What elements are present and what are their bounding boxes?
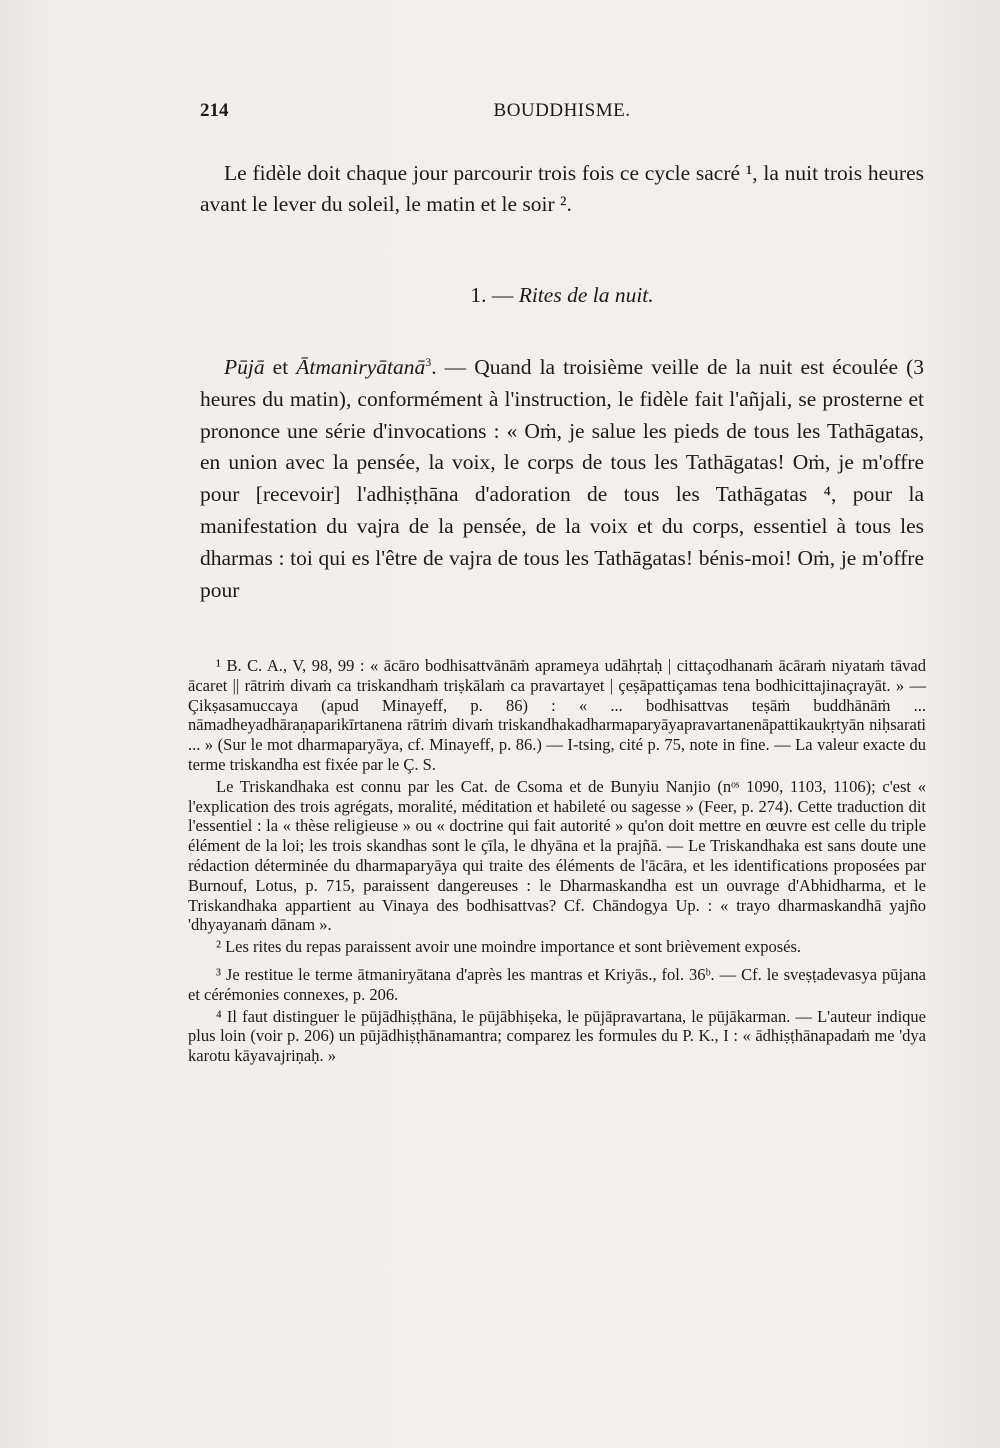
section-heading (200, 283, 924, 308)
paragraph-rites (200, 352, 924, 606)
section-title: Rites de la nuit. (518, 283, 654, 307)
footnotes (188, 656, 926, 1068)
page-number: 214 (200, 100, 229, 121)
lead-connector: et (264, 355, 297, 379)
footnote-ref: 3 (425, 354, 432, 369)
term-puja: Pūjā (224, 355, 265, 379)
paragraph-intro (200, 158, 924, 219)
paragraph-body: . — Quand la troisième veille de la nuit est écoulée (3 heures du matin), conformément à l'instruction, le fidèle fait l'añjali, se prosterne et prononce une série d'invocations : « Oṁ, je salue les pieds de tous les Tathāgatas, en union avec la pensée, la voix, le corps de tous les Tathāgatas! Oṁ, je m'offre pour [recevoir] l'adhiṣṭhāna d'adoration de tous les Tathāgatas ⁴, pour la manifestation du vajra de la pensée, de la voix et du corps, essentiel à tous les dharmas : toi qui es l'être de vajra de tous les Tathāgatas! bénis-moi! Oṁ, je m'offre pour (200, 355, 924, 602)
footnote-1: ¹ B. C. A., V, 98, 99 : « ācāro bodhisattvānāṁ aprameya udāhṛtaḥ | cittaçodhanaṁ ācāraṁ niyataṁ tāvad ācaret || rātriṁ divaṁ ca triskandhaṁ triṣkālaṁ ca pravartayet | çeṣāpattiçamas tena bodhicittajinaçrayāt. » — Çikṣasamuccaya (apud Minayeff, p. 86) : « ... bodhisattvas teṣāṁ buddhānāṁ ... nāmadheyadhāraṇaparikīrtanena rātriṁ divaṁ triskandhakadharmaparyāyapravartanenāpattikaukṛtyān niḥsarati ... » (Sur le mot dharmaparyāya, cf. Minayeff, p. 86.) — I-tsing, cité p. 75, note in fine. — La valeur exacte du terme triskandha est fixée par le Ç. S. (188, 656, 926, 774)
footnote-1-continued: Le Triskandhaka est connu par les Cat. de Csoma et de Bunyiu Nanjio (nᵒˢ 1090, 1103, 1106); c'est « l'explication des trois agrégats, moralité, méditation et habileté ou sagesse » (Feer, p. 274). Cette traduction dit l'essentiel : la « thèse religieuse » ou « doctrine qui fait autorité » qu'on doit mettre en œuvre est celle du triple élément de la loi; les trois skandhas sont le çīla, le dhyāna et la prajñā. — Le Triskandhaka est sans doute une rédaction déterminée du dharmaparyāya qui traite des éléments de l'ācāra, et les identifications proposées par Burnouf, Lotus, p. 715, paraissent dangereuses : le Dharmaskandha est un ouvrage d'Abhidharma, et le Triskandhaka appartient au Vinaya des bodhisattvas? Cf. Chāndogya Up. : « trayo dharmaskandhā yajño 'dhyayanaṁ dānam ». (188, 776, 926, 935)
footnote-3: ³ Je restitue le terme ātmaniryātana d'après les mantras et Kriyās., fol. 36ᵇ. — Cf. le sveṣṭadevasya pūjana et cérémonies connexes, p. 206. (188, 964, 926, 1004)
footnote-4: ⁴ Il faut distinguer le pūjādhiṣṭhāna, le pūjābhiṣeka, le pūjāpravartana, le pūjākarman. — L'auteur indique plus loin (voir p. 206) un pūjādhiṣṭhānamantra; comparez les formules du P. K., I : « ādhiṣṭhānapadaṁ me 'dya karotu kāyavajriṇaḥ. » (188, 1006, 926, 1066)
term-atmaniryatana: Ātmaniryātanā (296, 355, 426, 379)
running-title: BOUDDHISME. (493, 100, 631, 121)
footnote-2: ² Les rites du repas paraissent avoir une moindre importance et sont brièvement exposés. (216, 937, 802, 957)
running-header (200, 100, 924, 130)
section-number: 1. — (470, 283, 514, 307)
paragraph-text: Le fidèle doit chaque jour parcourir trois fois ce cycle sacré ¹, la nuit trois heures avant le lever du soleil, le matin et le soir ². (200, 161, 924, 216)
paragraph-text (200, 352, 924, 606)
